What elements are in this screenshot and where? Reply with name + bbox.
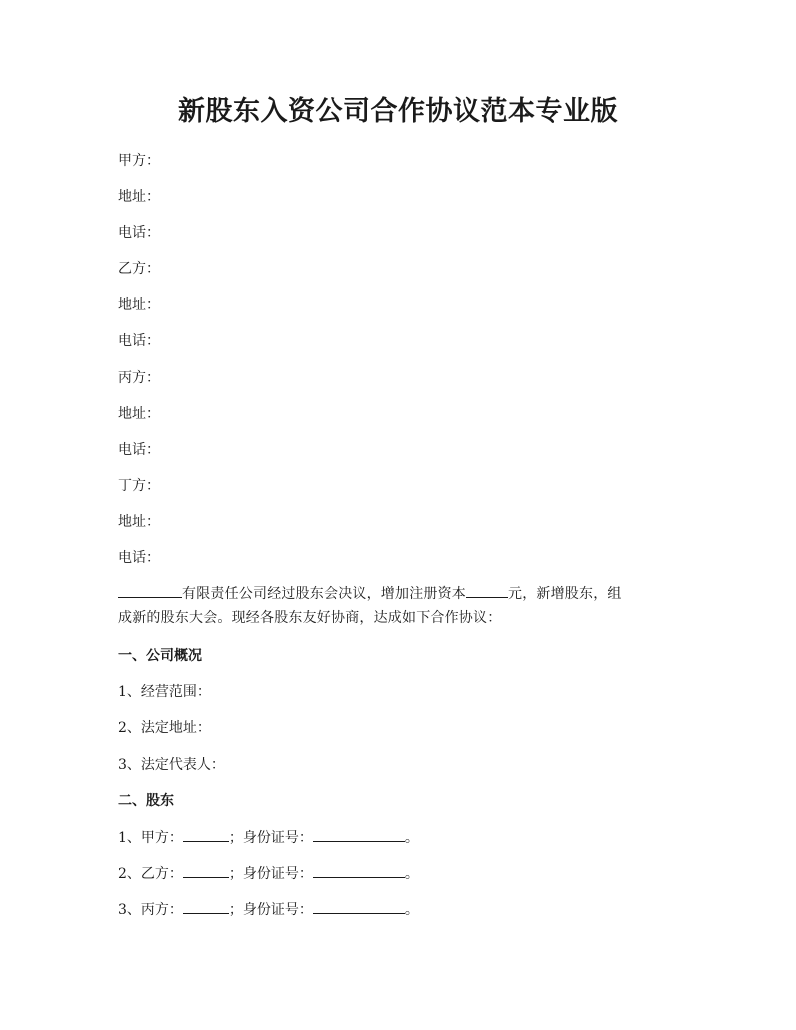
business-scope-label: 1、经营范围： bbox=[118, 684, 211, 700]
row-end-mark: 。 bbox=[404, 902, 419, 918]
id-number-blank bbox=[313, 863, 405, 878]
shareholder-prefix: 3、丙方： bbox=[118, 902, 183, 918]
intro-text-part1: 有限责任公司经过股东会决议，增加注册资本 bbox=[182, 586, 466, 602]
party-c-phone-label: 电话： bbox=[118, 442, 160, 458]
row-end-mark: 。 bbox=[404, 830, 419, 846]
section-1-heading: 一、公司概况 bbox=[118, 648, 202, 664]
shareholder-name-blank bbox=[183, 827, 229, 842]
party-d-phone-label: 电话： bbox=[118, 550, 160, 566]
shareholder-name-blank bbox=[183, 899, 229, 914]
intro-paragraph bbox=[118, 582, 678, 630]
id-number-blank bbox=[313, 899, 405, 914]
party-d-label: 丁方： bbox=[118, 478, 160, 494]
party-c-address-label: 地址： bbox=[118, 406, 160, 422]
party-d-address-label: 地址： bbox=[118, 514, 160, 530]
shareholder-row bbox=[118, 899, 419, 920]
party-b-address-label: 地址： bbox=[118, 297, 160, 313]
document-title: 新股东入资公司合作协议范本专业版 bbox=[178, 96, 618, 127]
shareholder-prefix: 2、乙方： bbox=[118, 866, 183, 882]
shareholder-name-blank bbox=[183, 863, 229, 878]
shareholder-row bbox=[118, 827, 419, 848]
id-number-blank bbox=[313, 827, 405, 842]
party-c-label: 丙方： bbox=[118, 370, 160, 386]
intro-line-2: 成新的股东大会。现经各股东友好协商，达成如下合作协议： bbox=[118, 610, 502, 626]
legal-address-label: 2、法定地址： bbox=[118, 720, 211, 736]
legal-representative-label: 3、法定代表人： bbox=[118, 757, 225, 773]
party-b-phone-label: 电话： bbox=[118, 333, 160, 349]
party-b-label: 乙方： bbox=[118, 261, 160, 277]
id-number-label: ；身份证号： bbox=[228, 902, 313, 918]
intro-text-part2: 元，新增股东，组 bbox=[508, 586, 622, 602]
id-number-label: ；身份证号： bbox=[228, 866, 313, 882]
intro-line-1 bbox=[118, 582, 678, 606]
row-end-mark: 。 bbox=[404, 866, 419, 882]
company-name-blank bbox=[118, 583, 182, 598]
shareholder-prefix: 1、甲方： bbox=[118, 830, 183, 846]
section-2-heading: 二、股东 bbox=[118, 793, 174, 809]
party-a-label: 甲方： bbox=[118, 153, 160, 169]
party-a-phone-label: 电话： bbox=[118, 225, 160, 241]
shareholder-row bbox=[118, 863, 419, 884]
party-a-address-label: 地址： bbox=[118, 189, 160, 205]
capital-amount-blank bbox=[466, 583, 508, 598]
id-number-label: ；身份证号： bbox=[228, 830, 313, 846]
